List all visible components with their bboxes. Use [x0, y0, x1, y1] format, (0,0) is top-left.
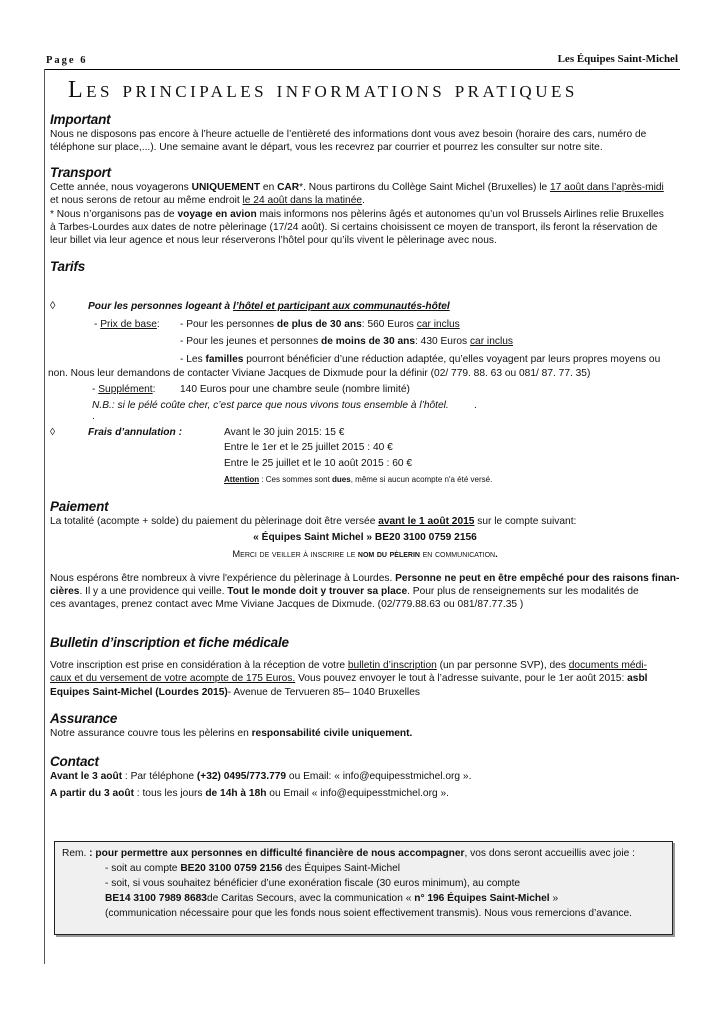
transport-line-5: leur billet via leur agence et nous leur réserverons l’hôtel pour qu’ils vivent le pèlerinage avec nous.	[50, 235, 497, 247]
frais-row-4	[50, 473, 680, 487]
text: de moins de 30 ans	[321, 336, 416, 348]
text: responsabilité civile uniquement.	[251, 728, 413, 739]
tarifs-hotel-title	[50, 300, 680, 313]
heading-important: Important	[50, 112, 111, 127]
text: car inclus	[469, 336, 513, 348]
paiement-para-3: ces avantages, prenez contact avec Mme Viviane Jacques de Dixmude. (02/779.88.63 ou 081/87.77.35 )	[50, 599, 524, 611]
section-transport	[50, 164, 680, 247]
section-tarifs	[50, 258, 680, 275]
diamond-bullet: ◊	[50, 427, 56, 438]
heading-paiement: Paiement	[50, 499, 109, 514]
text: cières	[50, 586, 80, 598]
text: dues	[332, 475, 351, 484]
bulletin-line-3	[50, 686, 680, 699]
text: familles	[205, 353, 244, 365]
text: La totalité (acompte + solde) du paiement du pèlerinage doit être versée	[50, 516, 379, 527]
text: en	[260, 182, 278, 193]
text: bulletin d’inscription	[347, 660, 437, 671]
rem-line-5: (communication nécessaire pour que les fonds nous soient effectivement transmis). Nous vous remercions d’avance.	[105, 908, 632, 919]
text: : pour permettre aux personnes en difficulté financière de nous accompagner	[89, 848, 465, 859]
text: et	[71, 673, 86, 685]
text: Equipes Saint-Michel (Lourdes 2015)	[50, 686, 228, 698]
text: : 560 Euros	[361, 319, 417, 330]
text: :	[152, 384, 156, 396]
transport-line-2	[50, 194, 680, 207]
text: Avant le 3 août	[50, 771, 123, 782]
supplement-row	[50, 383, 680, 396]
journal-name: Les Équipes Saint-Michel	[557, 53, 678, 65]
departure-date: 17 août dans l’après-midi	[550, 182, 664, 193]
text: - Pour les personnes	[180, 319, 277, 330]
text: - Les	[180, 353, 206, 365]
text: : Par téléphone	[122, 771, 197, 782]
text: Prix de base	[100, 319, 157, 330]
text: Votre inscription est prise en considération à la réception de votre	[50, 660, 348, 671]
text: : tous les jours	[133, 788, 206, 800]
text-car: CAR	[277, 182, 300, 193]
frais-3: Entre le 25 juillet et le 10 août 2015 : 60 €	[224, 458, 413, 469]
transport-line-3	[50, 208, 680, 221]
text: Personne ne peut en être empêché pour des raisons finan-	[395, 572, 680, 584]
contact-line-2	[50, 787, 680, 800]
text: *. Nous partirons du Collège Saint Michel (Bruxelles) le	[299, 182, 550, 193]
text: :	[156, 319, 160, 330]
price-row-2	[50, 335, 680, 348]
rem-line-1	[62, 846, 635, 861]
heading-transport: Transport	[50, 165, 111, 180]
price-row-4: non. Nous leur demandons de contacter Viviane Jacques de Dixmude pour la définir (02/ 779. 88. 63 ou 081/ 87. 77. 35)	[48, 367, 591, 379]
rem-line-2	[105, 861, 400, 876]
text: sur le compte suivant:	[474, 516, 577, 527]
text: ou Email: « info@equipesstmichel.org ».	[286, 771, 472, 782]
text: Tout le monde doit y trouver sa place	[227, 586, 408, 598]
prix-de-base-label	[94, 318, 160, 331]
return-date: le 24 août dans la matinée	[242, 195, 363, 207]
spacer	[50, 561, 680, 572]
text: Supplément	[98, 384, 153, 396]
text: . Il y a une providence qui veille.	[79, 586, 228, 598]
text: car inclus	[416, 319, 460, 330]
dot-row	[50, 410, 680, 423]
text: .	[495, 548, 498, 560]
text: et nous serons de retour au même endroit	[50, 195, 243, 207]
heading-contact: Contact	[50, 754, 99, 769]
text: , vos dons seront accueillis avec joie :	[464, 848, 635, 859]
paiement-line-1	[50, 515, 680, 528]
text: »	[549, 893, 559, 904]
page-number: Page 6	[46, 55, 88, 66]
text: - Pour les jeunes et personnes	[180, 336, 322, 348]
frais-1: Avant le 30 juin 2015: 15 €	[224, 427, 345, 438]
deadline: avant le 1 août 2015	[378, 516, 475, 527]
frais-annulation	[50, 426, 680, 487]
text: documents médi-	[568, 660, 647, 671]
section-assurance	[50, 710, 680, 740]
attention-note	[224, 473, 492, 486]
text: BE14 3100 7989 8683	[105, 893, 207, 904]
transport-line-1	[50, 181, 680, 194]
price-over-30	[180, 318, 460, 331]
text: Vous pouvez envoyer le tout à l’adresse suivante, pour le 1er août 2015:	[295, 673, 628, 685]
spacer	[50, 651, 680, 659]
donation-box	[54, 841, 673, 935]
important-line-2: téléphone sur place,...). Une semaine avant le départ, vous les recevrez par courrier et pourrez les consulter sur notre site.	[50, 142, 603, 154]
price-row-1	[50, 318, 680, 331]
text: ou Email « info@equipesstmichel.org ».	[266, 788, 449, 800]
rem-line-3: - soit, si vous souhaitez bénéficier d’une exonération fiscale (30 euros minimum), au compte	[105, 878, 521, 889]
frais-2: Entre le 1er et le 25 juillet 2015 : 40 €	[224, 442, 393, 453]
text: - Avenue de Tervueren 85– 1040 Bruxelles	[227, 686, 420, 698]
contact-line-1	[50, 770, 680, 783]
page-title: Les principales informations pratiques	[68, 77, 578, 103]
text: caux	[50, 673, 72, 685]
frais-row-3	[50, 457, 680, 473]
section-contact	[50, 753, 680, 801]
text: , même si aucun acompte n'a été versé.	[350, 475, 493, 484]
heading-tarifs: Tarifs	[50, 259, 86, 274]
text-hotel: l’hôtel et participant aux communautés-hôtel	[232, 301, 450, 312]
transport-line-4: à Tarbes-Lourdes aux dates de notre pèlerinage (17/24 août). Si certains choisissent ce moyen de transport, ils feront la réservation de	[50, 221, 658, 233]
section-important	[50, 111, 680, 155]
nb-dot: .	[474, 400, 477, 412]
hours: de 14h à 18h	[205, 788, 267, 800]
tarifs-prices	[50, 318, 680, 423]
tarifs-hotel	[50, 300, 680, 313]
text: Notre assurance couvre tous les pèlerins en	[50, 728, 252, 739]
price-row-3	[50, 353, 680, 366]
nb-row	[50, 399, 680, 412]
paiement-para-1	[50, 572, 680, 585]
text: de Caritas Secours, avec la communication «	[206, 893, 415, 904]
heading-bulletin: Bulletin d’inscription et fiche médicale	[50, 635, 289, 650]
price-families	[180, 353, 660, 366]
text: Nous espérons être nombreux à vivre l'expérience du pèlerinage à Lourdes.	[50, 572, 396, 584]
text: BE20 3100 0759 2156	[180, 863, 283, 874]
text: Merci de veiller à inscrire le	[232, 548, 358, 560]
text: n° 196 Équipes Saint-Michel	[414, 893, 550, 904]
nb-note: N.B.: si le pélé coûte cher, c’est parce que nous vivons tous ensemble à l’hôtel.	[92, 400, 449, 412]
text: du versement de votre acompte de 175 Euros.	[85, 673, 296, 685]
price-under-30	[180, 335, 513, 348]
heading-assurance: Assurance	[50, 711, 118, 726]
assurance-line	[50, 727, 680, 740]
bulletin-line-1	[50, 659, 680, 672]
text: de plus de 30 ans	[276, 319, 362, 330]
frais-label: Frais d’annulation :	[88, 427, 182, 438]
supplement-label	[92, 383, 155, 396]
left-margin-rule	[44, 69, 45, 964]
text: -	[94, 319, 101, 330]
header-rule	[44, 69, 680, 70]
text: : Ces sommes sont	[259, 475, 333, 484]
supplement-value: 140 Euros pour une chambre seule (nombre limité)	[180, 384, 410, 396]
text-uniquement: UNIQUEMENT	[191, 182, 261, 193]
text: Attention	[224, 475, 260, 484]
text: - soit au compte	[105, 863, 181, 874]
text: (un par personne SVP), des	[436, 660, 569, 671]
bulletin-line-2	[50, 672, 680, 685]
text: Rem.	[62, 848, 90, 859]
frais-row-2	[50, 441, 680, 457]
bank-account: « Équipes Saint Michel » BE20 3100 0759 2156	[253, 532, 477, 544]
stray-dot: .	[92, 410, 95, 422]
text: Pour les personnes logeant à	[88, 301, 233, 312]
text: .	[362, 195, 365, 207]
rem-line-4	[105, 891, 558, 906]
text: nom du pèlerin	[357, 548, 420, 560]
text: A partir du 3 août	[50, 788, 134, 800]
phone: (+32) 0495/773.779	[196, 771, 287, 782]
text: Cette année, nous voyagerons	[50, 182, 192, 193]
text: pourront bénéficier d’une réduction adaptée, qu’elles voyagent par leurs propres moyens ou	[243, 353, 661, 365]
merci-note	[50, 548, 680, 561]
text-voyage-avion: voyage en avion	[177, 208, 257, 220]
text: mais informons nos pèlerins âgés et autonomes qu’un vol Brussels Airlines relie Bruxelles	[256, 208, 664, 220]
section-bulletin	[50, 634, 680, 699]
text: en communication	[419, 548, 496, 560]
text: : 430 Euros	[415, 336, 470, 348]
text: des Équipes Saint-Michel	[282, 863, 401, 874]
text: -	[92, 384, 99, 396]
important-line-1: Nous ne disposons pas encore à l’heure actuelle de l’entièreté des informations dont vous avez besoin (horaire des cars, numéro de	[50, 129, 647, 140]
text: . Pour plus de renseignements sur les modalités de	[407, 586, 639, 598]
paiement-para-2	[50, 585, 680, 598]
frais-row-1	[50, 426, 680, 441]
text: asbl	[627, 673, 648, 685]
diamond-bullet: ◊	[50, 300, 56, 312]
text: * Nous n’organisons pas de	[50, 208, 178, 220]
section-paiement	[50, 498, 680, 612]
